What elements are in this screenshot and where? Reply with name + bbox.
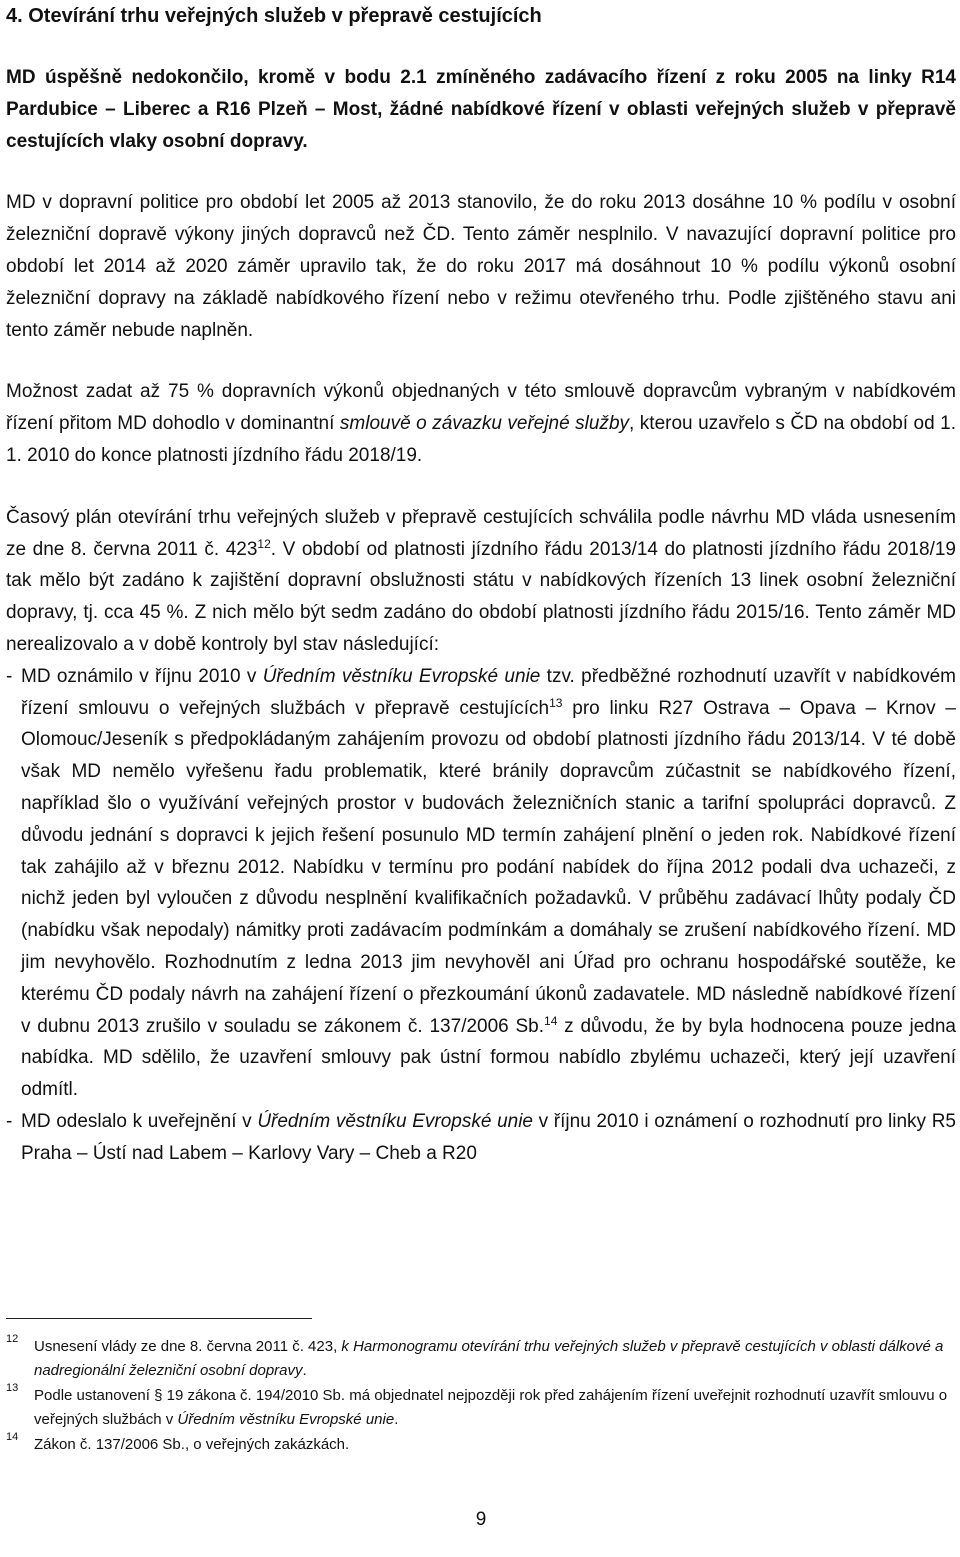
item2-text-a: MD odeslalo k uveřejnění v [21, 1110, 258, 1132]
footnote-text-end: . [302, 1361, 307, 1379]
item1-text-b: tzv. předběžné rozhodnutí uzavřít v nabídkovém řízení smlouvu o veřejných službách v přepravě cestujících [21, 665, 956, 719]
transport-policy-text: MD v dopravní politice pro období let 2005 až 2013 stanovilo, že do roku 2013 dosáhne 10 % podílu v osobní železniční dopravě výkony jiných dopravců než ČD. Tento záměr nesplnilo. V navazující dopravní politice pro období let 2014 až 2020 záměr upravilo tak, že do roku 2017 má dosáhnout 10 % podílu výkonů osobní železniční dopravy na základě nabídkového řízení nebo v režimu otevřeného trhu. Podle zjištěného stavu ani tento záměr nebude naplněn. [6, 192, 956, 341]
footnote-text: Zákon č. 137/2006 Sb., o veřejných zakázkách. [34, 1436, 350, 1453]
footnote-text: Podle ustanovení § 19 zákona č. 194/2010 Sb. má objednatel nejpozději rok před zahájením řízení uveřejnit rozhodnutí uzavřít smlouvu o veřejných službách v [34, 1387, 948, 1428]
footnote-text: Usnesení vlády ze dne 8. června 2011 č. 423, [34, 1338, 342, 1355]
footnote-ref-12[interactable]: 12 [257, 536, 271, 551]
list-item [6, 1106, 956, 1170]
footnote-ref-13[interactable]: 13 [549, 695, 563, 710]
summary-paragraph [6, 62, 956, 157]
footnote-12 [6, 1335, 956, 1382]
footnote-number: 12 [6, 1333, 19, 1345]
footnote-number: 13 [6, 1382, 19, 1394]
contract-text-start: Možnost zadat až 75 % dopravních výkonů objednaných v této smlouvě dopravcům vybraným v nabídkovém řízení přitom MD dohodlo v dominantní [6, 381, 956, 435]
list-dash: - [6, 1110, 13, 1132]
list-item [6, 661, 956, 1106]
footnote-14 [6, 1433, 956, 1457]
footnote-italic: Úředním věstníku Evropské unie [177, 1410, 395, 1428]
transport-policy-paragraph [6, 187, 956, 346]
footnotes [6, 1335, 956, 1459]
item1-text-c: pro linku R27 Ostrava – Opava – Krnov – Olomouc/Jeseník s předpokládaným zahájením provozu od období platnosti jízdního řádu 2013/14. V té době však MD nemělo vyřešenu řadu problematik, které bránily dopravcům zúčastnit se nabídkového řízení, například šlo o využívání veřejných prostor v budovách železničních stanic a tarifní spolupráci dopravců. Z důvodu jednání s dopravci k jejich řešení posunulo MD termín zahájení plnění o jeden rok. Nabídkové řízení tak zahájilo až v březnu 2012. Nabídku v termínu pro podání nabídek do října 2012 podali dva uchazeči, z nichž jeden byl vyloučen z důvodu nesplnění kvalifikačních požadavků. V průběhu zadávací lhůty podaly ČD (nabídku však nepodaly) námitky proti zadávacím podmínkám a domáhaly se zrušení nabídkového řízení. MD jim nevyhovělo. Rozhodnutím z ledna 2013 jim nevyhověl ani Úřad pro ochranu hospodářské soutěže, ke kterému ČD podaly návrh na zahájení řízení o přezkoumání úkonů zadavatele. MD následně nabídkové řízení v dubnu 2013 zrušilo v souladu se zákonem č. 137/2006 Sb. [21, 697, 957, 1037]
item1-journal-italic: Úředním věstníku Evropské unie [262, 665, 541, 687]
footnote-13 [6, 1384, 956, 1431]
list-dash: - [6, 665, 13, 687]
item2-text-b: v říjnu 2010 i oznámení o rozhodnutí pro linky R5 Praha – Ústí nad Labem – Karlovy Vary – Cheb a R20 [21, 1110, 956, 1164]
contract-title-italic: smlouvě o závazku veřejné služby [339, 413, 630, 435]
schedule-text-start: Časový plán otevírání trhu veřejných služeb v přepravě cestujících schválila podle návrhu MD vláda usnesením ze dne 8. června 2011 č. 423 [6, 506, 956, 560]
page-number: 9 [475, 1509, 487, 1530]
footnote-separator [6, 1318, 312, 1319]
footnote-ref-14[interactable]: 14 [544, 1013, 558, 1028]
schedule-text-end: . V období od platnosti jízdního řádu 2013/14 do platnosti jízdního řádu 2018/19 tak mělo být zadáno k zajištění dopravní obslužnosti státu v nabídkových řízeních 13 linek osobní železniční dopravy, tj. cca 45 %. Z nich mělo být sedm zadáno do období platnosti jízdního řádu 2015/16. Tento záměr MD nerealizovalo a v době kontroly byl stav následující: [6, 538, 956, 655]
footnote-number: 14 [6, 1431, 19, 1443]
contract-text-end: , kterou uzavřelo s ČD na období od 1. 1. 2010 do konce platnosti jízdního řádu 2018/19. [6, 413, 956, 466]
schedule-paragraph [6, 502, 956, 661]
item2-journal-italic: Úředním věstníku Evropské unie [257, 1110, 533, 1132]
section-heading: 4. Otevírání trhu veřejných služeb v přepravě cestujících [6, 5, 542, 27]
footnote-text-end: . [394, 1410, 399, 1428]
item1-text-d: z důvodu, že by byla hodnocena pouze jedna nabídka. MD sdělilo, že uzavření smlouvy pak ústní formou nabídlo zbylému uchazeči, který její uzavření odmítl. [21, 1015, 956, 1101]
summary-text: MD úspěšně nedokončilo, kromě v bodu 2.1 zmíněného zadávacího řízení z roku 2005 na linky R14 Pardubice – Liberec a R16 Plzeň – Most, žádné nabídkové řízení v oblasti veřejných služeb v přepravě cestujících vlaky osobní dopravy. [6, 67, 956, 152]
document-page [6, 0, 956, 1557]
contract-paragraph [6, 376, 956, 471]
footnote-italic: k Harmonogramu otevírání trhu veřejných služeb v přepravě cestujících v oblasti dálkové a nadregionální železniční osobní dopravy [34, 1338, 944, 1379]
item1-text-a: MD oznámilo v říjnu 2010 v [21, 665, 263, 687]
